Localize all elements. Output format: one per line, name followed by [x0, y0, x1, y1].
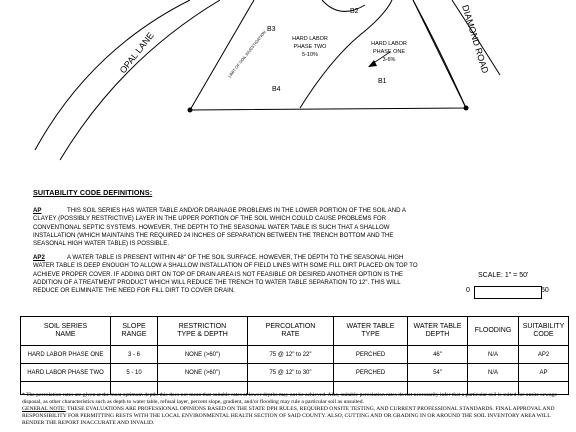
slope-arrow-head-icon: [368, 60, 377, 67]
definition-code: AP: [33, 207, 42, 214]
general-note: [22, 406, 570, 426]
table-cell: 54": [408, 364, 468, 382]
header-soil-series: SOIL SERIES NAME: [21, 317, 111, 346]
table-cell: AP: [519, 364, 569, 382]
boundary-pin: [464, 106, 469, 111]
table-cell: 75 @ 12" to 22": [248, 346, 334, 364]
percolation-footnote: * The percolation rates are given at the most optimum depth. this does not mean that suitable rates at lower depths may not be achieved. Also, suitable percolation rates do not necessarily infer that a particular soil is suited for onsite sewage disposal, as other characteristics such as depth to water table, refusal layer, percent slope, gradient, and/or flooding may rule a particular soil as unsuited.: [22, 392, 557, 405]
table-cell: PERCHED: [334, 364, 408, 382]
header-water-table-type: WATER TABLE TYPE: [334, 317, 408, 346]
property-boundary: [190, 0, 466, 110]
definitions-title: SUITABILITY CODE DEFINITIONS:: [33, 188, 153, 197]
boundary-pin: [188, 108, 193, 113]
scale-bar: [474, 286, 542, 299]
definition-text: A WATER TABLE IS PRESENT WITHIN 48" OF THE SOIL SURFACE. HOWEVER, THE DEPTH TO THE SEASONAL HIGH WATER TABLE IS DEEP ENOUGH TO ALLOW A SHALLOW INSTALLATION OF FIELD LINES WITH SOME FILL DIRT PLACED ON TOP TO ACHIEVE PROPER COVER. IF ADDING DIRT ON TOP OF DRAIN AREA IS NOT FEASIBLE OR DESIRED ANOTHER OPTION IS THE ADDITION OF A TREATMENT PRODUCT WHICH WILL REDUCE THE TRENCH TO WATER TABLE SEPARATION TO 12". THIS WILL REDUCE OR ELIMINATE THE NEED FOR FILL DIRT TO COVER DRAIN.: [33, 254, 418, 295]
soil-map: [0, 0, 576, 180]
zone-label-phase-two-line1: HARD LABOR: [292, 36, 328, 42]
scale-label: SCALE: 1" = 50': [478, 272, 529, 279]
area-label-b2: B2: [350, 8, 359, 15]
table-cell: 3 - 6: [111, 346, 158, 364]
table-header-row: [21, 317, 569, 346]
header-water-table-depth: WATER TABLE DEPTH: [408, 317, 468, 346]
zone-label-phase-two-line2: PHASE TWO: [293, 44, 327, 50]
scale-start: 0: [466, 287, 470, 294]
area-label-b1: B1: [378, 78, 387, 85]
header-suitability: SUITABILITY CODE: [519, 317, 569, 346]
boundary-label: LIMIT OF SOIL INVESTIGATION: [226, 29, 267, 79]
table-cell: NONE (>60"): [158, 346, 248, 364]
scale-end: 50: [541, 287, 549, 294]
table-cell: 75 @ 12" to 30": [248, 364, 334, 382]
general-note-lead: GENERAL NOTE:: [22, 406, 66, 412]
soil-table: [20, 316, 569, 395]
area-label-b3: B3: [267, 26, 276, 33]
table-cell: 5 - 10: [111, 364, 158, 382]
definition-ap: [33, 207, 425, 248]
general-note-text: THESE EVALUATIONS ARE PROFESSIONAL OPINIONS BASED ON THE STATE DPH RULES, REQUIRED ONSITE TESTING, AND CURRENT PROFESSIONAL STANDARDS. FINAL APPROVAL AND RESPONSIBILITY FOR PERMITTING RESTS WITH THE LOCAL ENVIRONMENTAL HEALTH SECTION OF SAID COUNTY. ALSO, CUTTING AND OR GRADING IN OR AROUND THE SOIL INVENTORY AREA WILL RENDER THE REPORT INACCURATE AND INVALID.: [22, 406, 555, 426]
header-slope: SLOPE RANGE: [111, 317, 158, 346]
header-percolation: PERCOLATION RATE: [248, 317, 334, 346]
definition-text: THIS SOIL SERIES HAS WATER TABLE AND/OR DRAINAGE PROBLEMS IN THE LOWER PORTION OF THE SOIL AND A CLAYEY (POSSIBLY RESTRICTIVE) LAYER IN THE UPPER PORTION OF THE SOIL WHICH COULD CAUSE PROBLEMS FOR CONVENTIONAL SEPTIC SYSTEMS. HOWEVER, THE DEPTH TO THE SEASONAL WATER TABLE IS SUCH THAT A SHALLOW INSTALLATION (WHICH MAINTAINS THE REQUIRED 24 INCHES OF SEPARATION BETWEEN THE TRENCH BOTTOM AND THE SEASONAL HIGH WATER TABLE) IS POSSIBLE.: [33, 207, 406, 248]
table-cell: NONE (>60"): [158, 364, 248, 382]
opal-lane-edge-outer: [35, 0, 190, 150]
header-restriction: RESTRICTION TYPE & DEPTH: [158, 317, 248, 346]
zone-label-phase-one-line1: HARD LABOR: [371, 41, 407, 47]
definition-code: AP2: [33, 254, 45, 261]
table-cell: N/A: [468, 346, 519, 364]
table-cell: AP2: [519, 346, 569, 364]
table-cell: N/A: [468, 364, 519, 382]
area-label-b4: B4: [272, 86, 281, 93]
table-cell: HARD LABOR PHASE ONE: [21, 346, 111, 364]
road-label-diamond: DIAMOND ROAD: [460, 3, 491, 75]
table-cell: HARD LABOR PHASE TWO: [21, 364, 111, 382]
zone-label-phase-one-line2: PHASE ONE: [372, 49, 406, 55]
header-flooding: FLOODING: [468, 317, 519, 346]
zone-label-phase-two-line3: 5-10%: [302, 52, 318, 58]
table-cell: 46": [408, 346, 468, 364]
table-cell: PERCHED: [334, 346, 408, 364]
road-label-opal: OPAL LANE: [117, 30, 156, 76]
table-row: [21, 346, 569, 364]
definition-ap2: [33, 254, 425, 295]
zone-label-phase-one-line3: 3-6%: [382, 57, 396, 63]
table-row: [21, 364, 569, 382]
